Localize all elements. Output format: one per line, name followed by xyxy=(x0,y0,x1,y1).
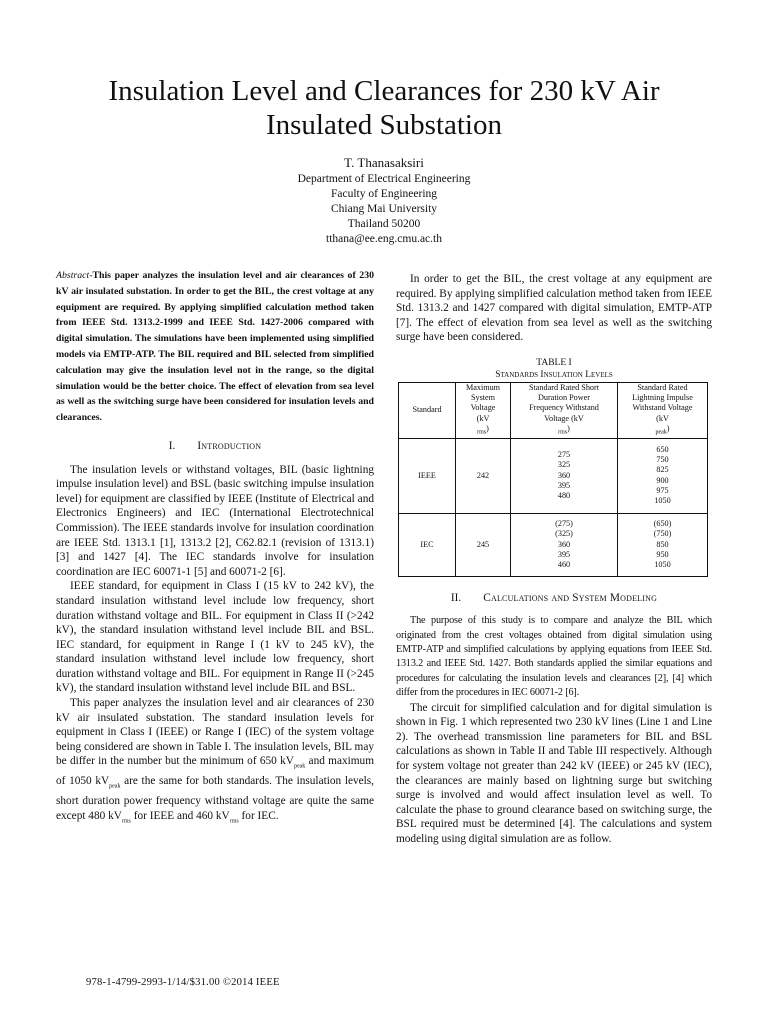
author-name: T. Thanasaksiri xyxy=(344,155,424,170)
table-1-title: Standards Insulation Levels xyxy=(495,369,613,380)
right-column xyxy=(396,272,712,847)
section-2-heading xyxy=(396,591,712,606)
cell-standard-ieee: IEEE xyxy=(399,438,456,513)
affiliation-country: Thailand 50200 xyxy=(347,218,421,230)
header-standard: Standard xyxy=(399,382,456,438)
affiliation-faculty: Faculty of Engineering xyxy=(330,188,438,200)
copyright-footer: 978-1-4799-2993-1/14/$31.00 ©2014 IEEE xyxy=(86,977,280,988)
section-2-title: Calculations and System Modeling xyxy=(483,591,658,604)
cell-pf-ieee: 275 325 360 395 480 xyxy=(511,438,618,513)
intro-paragraph-3: This paper analyzes the insulation level and air clearances of 230 kV air insulated substation. The standard insulation levels for equipment in Class I (IEEE) or Range I (IEC) of the system voltage being considered are shown in Table I. The insulation levels, BIL may be differ in the number but the minimum of 650 $kV_{peak}$ and maximum of 1050 $kV_{peak}$ are the same for both standards. The insulation levels, short duration power frequency withstand voltage are quite the same except 480 $kV_{rms}$ for IEEE and 460 $kV_{rms}$ for IEC. xyxy=(56,697,374,824)
cell-pf-iec: (275) (325) 360 395 460 xyxy=(511,513,618,576)
author-email: tthana@ee.eng.cmu.ac.th xyxy=(326,233,442,245)
affiliation-university: Chiang Mai University xyxy=(330,203,438,215)
cell-standard-iec: IEC xyxy=(399,513,456,576)
abstract-text: This paper analyzes the insulation level and air clearances of 230 kV air insulated substation. In order to get the BIL, the crest voltage at any equipment are required. By applying simplified calculation method taken from IEEE Std. 1313.2-1999 and IEEE Std. 1427-2006 compared with digital simulation. The simulations have been implemented using simplified models via EMTP-ATP. The BIL required and BIL selected from simplified calculation may give the insulation level not in the range, so the digital simulation would be the better choice. The effect of elevation from sea level as well as the switching surge have been considered for insulation levels and clearances. xyxy=(56,270,374,424)
calc-paragraph-1: The purpose of this study is to compare and analyze the BIL which originated from the crest voltages obtained from digital simulation using EMTP-ATP and simplified calculations by applying equations from IEEE Std. 1313.2 and IEEE Std. 1427. Both standards applied the similar equations and procedures for calculating the insulation levels and clearances [2], [4] which differ from the procedures in IEC 60071-2 [6]. xyxy=(396,615,712,699)
cell-msv-iec: 245 xyxy=(456,513,511,576)
insulation-levels-table xyxy=(398,382,708,577)
author-block xyxy=(184,154,584,247)
table-header-row xyxy=(399,382,708,438)
cell-li-ieee: 650 750 825 900 975 1050 xyxy=(618,438,708,513)
left-column xyxy=(56,268,374,829)
intro-paragraph-2: IEEE standard, for equipment in Class I (15 kV to 242 kV), the standard insulation withstand level include low frequency, short duration withstand voltage and BIL. For equipment in Class II (>242 kV), the standard insulation withstand level include BIL and BSL. IEC standard, for equipment in Range I (1 kV to 245 kV), the standard insulation withstand level include low frequency, short duration withstand voltage and BIL. For equipment in Range II (>245 kV), the standard insulation withstand level include BIL and BSL. xyxy=(56,580,374,695)
table-1-caption xyxy=(396,357,712,381)
cell-li-iec: (650) (750) 850 950 1050 xyxy=(618,513,708,576)
table-row-ieee xyxy=(399,438,708,513)
section-1-number: I. xyxy=(168,439,176,452)
calc-paragraph-2: The circuit for simplified calculation and for digital simulation is shown in Fig. 1 which represented two 230 kV lines (Line 1 and Line 2). The overhead transmission line parameters for BIL and BSL calculations as shown in Table II and Table III respectively. Although for system voltage not greater than 242 kV (IEEE) or 245 kV (IEC), the clearances are mainly based on lightning surge but switching surge is involved and would affect insulation level as well. To calculate the phase to ground clearance based on switching surge, the BSL required must be determined [4]. The calculations and system modeling using digital simulation are as follow. xyxy=(396,701,712,845)
table-1-number: TABLE I xyxy=(536,357,572,368)
section-1-heading xyxy=(56,439,374,454)
header-lightning-impulse-withstand: Standard Rated Lightning Impulse Withstand Voltage (kV $_{peak}$) xyxy=(618,382,708,438)
section-1-title: Introduction xyxy=(197,439,262,452)
abstract-label: Abstract- xyxy=(56,270,93,281)
section-2-number: II. xyxy=(450,591,462,604)
table-row-iec xyxy=(399,513,708,576)
header-max-system-voltage: Maximum System Voltage (kV $_{rms}$) xyxy=(456,382,511,438)
intro-paragraph-1: The insulation levels or withstand voltages, BIL (basic lightning impulse insulation level) and BSL (basic switching impulse insulation level) for equipment are classified by IEEE (Institute of Electrical and Electronics Engineers) and IEC (International Electrotechnical Commission). The IEEE standards involve for insulation coordination are IEEE Std. 1313.1 [1], 1313.2 [2], C62.82.1 (revision of 1313.1) [3] and 1427 [4]. The IEC standards involve for insulation coordination are IEC 60071-1 [5] and 60071-2 [6]. xyxy=(56,463,374,578)
affiliation-department: Department of Electrical Engineering xyxy=(297,173,471,185)
paper-title: Insulation Level and Clearances for 230 kV Air Insulated Substation xyxy=(108,75,660,141)
cell-msv-ieee: 242 xyxy=(456,438,511,513)
right-intro-paragraph: In order to get the BIL, the crest voltage at any equipment are required. By applying simplified calculation method taken from IEEE Std. 1313.2 and 1427 compared with digital simulation, EMTP-ATP [7]. The effect of elevation from sea level as well as the switching surge have been considered. xyxy=(396,273,712,344)
header-power-frequency-withstand: Standard Rated Short Duration Power Frequency Withstand Voltage (kV $_{rms}$) xyxy=(511,382,618,438)
abstract xyxy=(56,268,374,426)
